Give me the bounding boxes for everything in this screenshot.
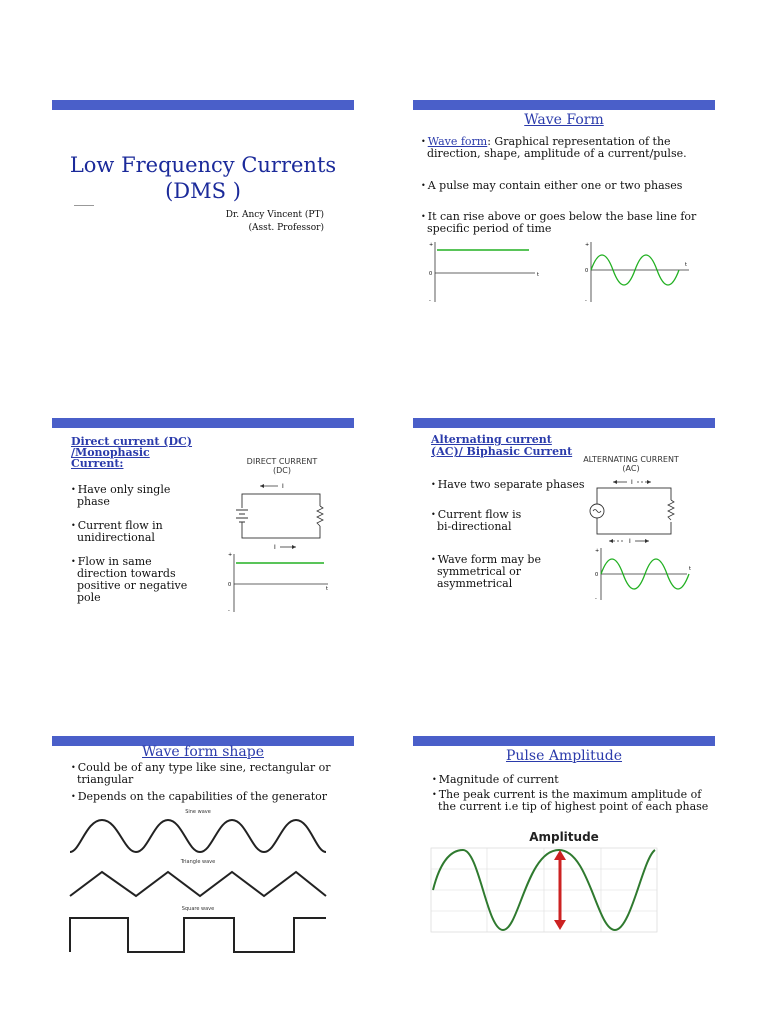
graph-plus-label: + bbox=[228, 552, 233, 558]
slide-3-bullet-3: • Flow in same direction towards positive or negative pole bbox=[71, 555, 188, 604]
slide-2-bullet-2: • A pulse may contain either one or two phases bbox=[421, 179, 683, 192]
graph-minus-label: - bbox=[228, 608, 230, 614]
ac-current-label-bottom: I bbox=[629, 538, 631, 545]
dc-figure-title-1: DIRECT CURRENT bbox=[246, 457, 318, 466]
dc-current-label-top: I bbox=[282, 483, 284, 490]
slide-2-dc-graph bbox=[423, 240, 543, 304]
graph-zero-label: 0 bbox=[228, 582, 232, 588]
slide-1-underline bbox=[74, 205, 94, 206]
slide-4-bullet-3: • Wave form may be symmetrical or asymmetrical bbox=[431, 553, 541, 590]
sine-wave-label: Sine wave bbox=[185, 809, 211, 815]
slide-1-top-bar bbox=[52, 100, 354, 110]
square-wave-label: Square wave bbox=[181, 906, 215, 912]
slide-6-bullet-2: • The peak current is the maximum amplitude of the current i.e tip of highest point of each phase bbox=[432, 788, 709, 813]
dc-current-label-bottom: I bbox=[274, 544, 276, 551]
amplitude-figure-title: Amplitude bbox=[529, 830, 599, 844]
graph-t-label: t bbox=[537, 272, 539, 278]
graph-t-label: t bbox=[685, 262, 687, 268]
slide-1-title: Low Frequency Currents (DMS ) bbox=[69, 153, 337, 203]
dc-figure-title-2: (DC) bbox=[273, 466, 291, 475]
slide-6-top-bar bbox=[413, 736, 715, 746]
graph-plus-label: + bbox=[595, 548, 600, 554]
ac-figure-title-2: (AC) bbox=[622, 464, 640, 473]
square-wave bbox=[70, 918, 326, 952]
graph-t-label: t bbox=[326, 586, 328, 592]
ac-figure-title-1: ALTERNATING CURRENT bbox=[583, 455, 679, 464]
slide-2-top-bar bbox=[413, 100, 715, 110]
slide-4 bbox=[413, 418, 715, 638]
slide-3 bbox=[52, 418, 354, 638]
slide-2-bullet-1: • Wave form: Graphical representation of the direction, shape, amplitude of a current/pulse. bbox=[421, 135, 687, 160]
triangle-wave bbox=[70, 872, 326, 896]
slide-2-title: Wave Form bbox=[524, 112, 604, 128]
slide-4-bullet-2: • Current flow is bi-directional bbox=[431, 508, 522, 533]
slide-1-role: (Asst. Professor) bbox=[248, 223, 324, 233]
ac-current-label-top: I bbox=[631, 479, 633, 486]
slide-1 bbox=[52, 100, 354, 320]
graph-minus-label: - bbox=[429, 298, 431, 304]
slide-6-bullet-1: • Magnitude of current bbox=[432, 773, 559, 786]
slide-3-bullet-1: • Have only single phase bbox=[71, 483, 171, 508]
graph-minus-label: - bbox=[595, 596, 597, 602]
slide-5-bullet-1: • Could be of any type like sine, rectangular or triangular bbox=[71, 761, 331, 786]
graph-zero-label: 0 bbox=[429, 271, 433, 277]
slide-5 bbox=[52, 736, 354, 956]
slide-4-top-bar bbox=[413, 418, 715, 428]
slide-5-title: Wave form shape bbox=[142, 744, 264, 760]
slide-3-bullet-2: • Current flow in unidirectional bbox=[71, 519, 163, 544]
slide-6-title: Pulse Amplitude bbox=[505, 748, 623, 764]
graph-t-label: t bbox=[689, 566, 691, 572]
slide-4-bullet-1: • Have two separate phases bbox=[431, 478, 585, 491]
graph-minus-label: - bbox=[585, 298, 587, 304]
sine-wave bbox=[70, 820, 326, 852]
graph-plus-label: + bbox=[429, 242, 434, 248]
slide-3-heading: Direct current (DC) /Monophasic Current: bbox=[71, 435, 193, 470]
slide-3-dc-figure bbox=[224, 456, 348, 616]
slide-2 bbox=[413, 100, 715, 320]
slide-5-waves-figure bbox=[68, 806, 330, 954]
slide-4-ac-figure bbox=[569, 452, 715, 602]
slide-4-heading: Alternating current (AC)/ Biphasic Current bbox=[431, 433, 573, 458]
slide-1-author: Dr. Ancy Vincent (PT) bbox=[225, 210, 324, 220]
graph-plus-label: + bbox=[585, 242, 590, 248]
slide-2-ac-graph bbox=[581, 240, 691, 304]
slide-5-bullet-2: • Depends on the capabilities of the generator bbox=[71, 790, 328, 803]
graph-zero-label: 0 bbox=[595, 572, 599, 578]
slide-6 bbox=[413, 736, 715, 956]
triangle-wave-label: Triangle wave bbox=[180, 859, 216, 865]
graph-zero-label: 0 bbox=[585, 268, 589, 274]
slide-2-bullet-3: • It can rise above or goes below the base line for specific period of time bbox=[421, 210, 697, 235]
slide-6-amplitude-figure bbox=[431, 848, 657, 932]
slide-3-top-bar bbox=[52, 418, 354, 428]
